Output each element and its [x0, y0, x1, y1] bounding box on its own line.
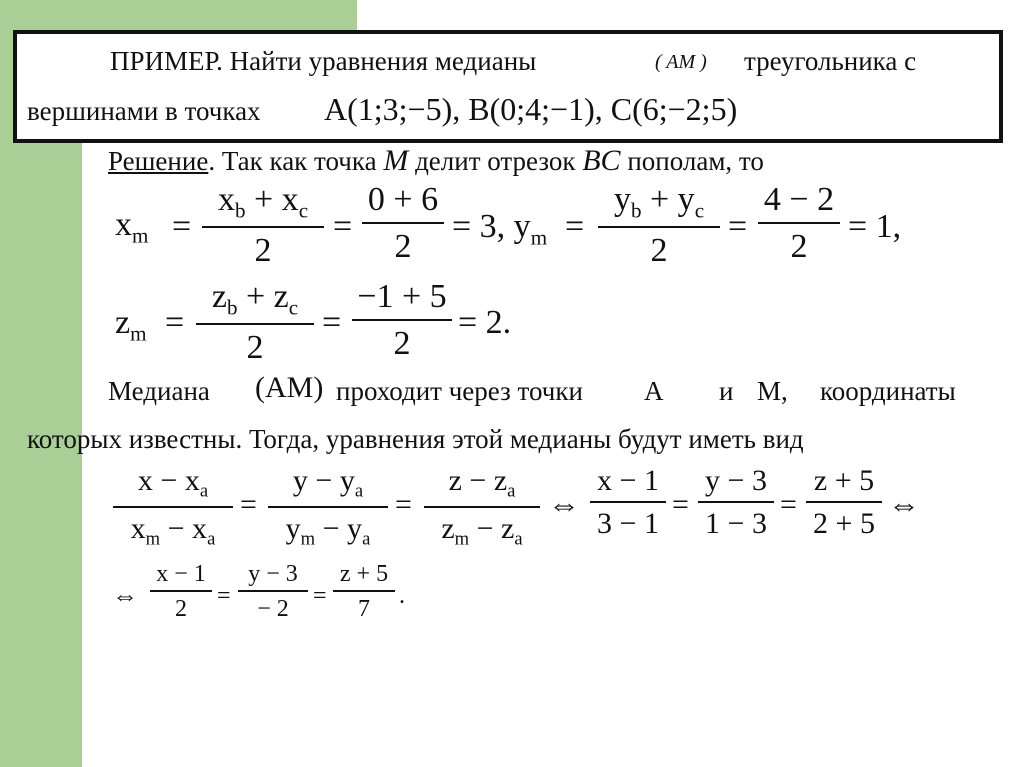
- eq3-frac-x: $x - x_a$ $x_m - x_a$: [113, 466, 233, 549]
- eq1-frac-4-2: 4 − 2 2: [758, 183, 840, 264]
- eq1-frac-xb-xc: $x_b + x_c$ 2: [202, 183, 324, 268]
- zm-lhs: $z_m$: [115, 304, 147, 346]
- median-point-a: A: [644, 376, 664, 406]
- eq3-frac-z-5: z + 5 2 + 5: [806, 466, 882, 539]
- eq4-iff: ⇔: [112, 581, 138, 610]
- example-suffix: треугольника с: [744, 46, 917, 76]
- example-prefix: ПРИМЕР. Найти уравнения медианы: [110, 46, 537, 76]
- triangle-points: A(1;3;−5), B(0;4;−1), C(6;−2;5): [324, 91, 738, 127]
- eq4-frac-z: z + 5 7: [333, 562, 395, 621]
- solution-text-a: . Так как точка: [208, 146, 377, 176]
- eq3-iff-1: ⇔: [548, 486, 580, 522]
- segment-bc: BC: [582, 144, 621, 177]
- eq1-equals-2: =: [333, 208, 353, 245]
- point-m: M: [383, 144, 409, 177]
- median-point-m: M,: [757, 376, 788, 406]
- eq3-frac-y-3: y − 3 1 − 3: [698, 466, 774, 539]
- eq4-equals-2: =: [313, 583, 327, 609]
- solution-label: Решение: [108, 146, 209, 176]
- median-and: и: [719, 376, 734, 406]
- solution-text-b: делит отрезок: [415, 146, 576, 176]
- eq1-equals-4: =: [728, 208, 748, 245]
- eq3-equals-3: =: [672, 488, 689, 521]
- median-label: ( AM ): [655, 51, 707, 73]
- eq1-result-xm: = 3, $y_m$: [452, 208, 548, 250]
- xm-lhs: $x_m$: [115, 206, 149, 248]
- eq4-frac-y: y − 3 − 2: [238, 562, 308, 621]
- median-line2: которых известны. Тогда, уравнения этой медианы будут иметь вид: [27, 424, 804, 454]
- green-frame-left-lower: [13, 143, 82, 767]
- eq2-frac-minus1-5: −1 + 5 2: [352, 280, 452, 361]
- eq1-equals-1: =: [172, 208, 192, 245]
- eq4-frac-x: x − 1 2: [150, 562, 212, 621]
- eq2-equals-1: =: [165, 304, 185, 341]
- solution-line: [108, 146, 764, 176]
- eq3-frac-y: $y - y_a$ $y_m - y_a$: [268, 466, 388, 549]
- eq3-iff-2: ⇔: [888, 486, 920, 522]
- median-passes: проходит через точки: [336, 376, 583, 406]
- eq1-result-ym: = 1,: [848, 208, 902, 245]
- eq3-frac-x-1: x − 1 3 − 1: [590, 466, 666, 539]
- eq3-equals-1: =: [240, 488, 257, 521]
- median-am: (AM): [255, 371, 324, 404]
- eq2-frac-zb-zc: $z_b + z_c$ 2: [196, 280, 314, 365]
- eq3-equals-4: =: [780, 488, 797, 521]
- eq2-result: = 2.: [458, 304, 512, 341]
- eq1-equals-3: =: [565, 208, 585, 245]
- eq3-equals-2: =: [395, 488, 412, 521]
- eq1-frac-yb-yc: $y_b + y_c$ 2: [598, 183, 720, 268]
- median-coords: координаты: [820, 376, 956, 406]
- eq4-end: .: [399, 583, 405, 609]
- eq2-equals-2: =: [322, 304, 342, 341]
- green-frame-left: [0, 0, 13, 767]
- eq1-frac-0-6: 0 + 6 2: [362, 183, 444, 264]
- green-frame-top: [0, 0, 357, 30]
- eq4-equals-1: =: [217, 583, 231, 609]
- median-word: Медиана: [108, 376, 210, 406]
- example-line2: вершинами в точках: [27, 96, 261, 126]
- eq3-frac-z: $z - z_a$ $z_m - z_a$: [424, 466, 540, 549]
- solution-text-c: пополам, то: [627, 146, 764, 176]
